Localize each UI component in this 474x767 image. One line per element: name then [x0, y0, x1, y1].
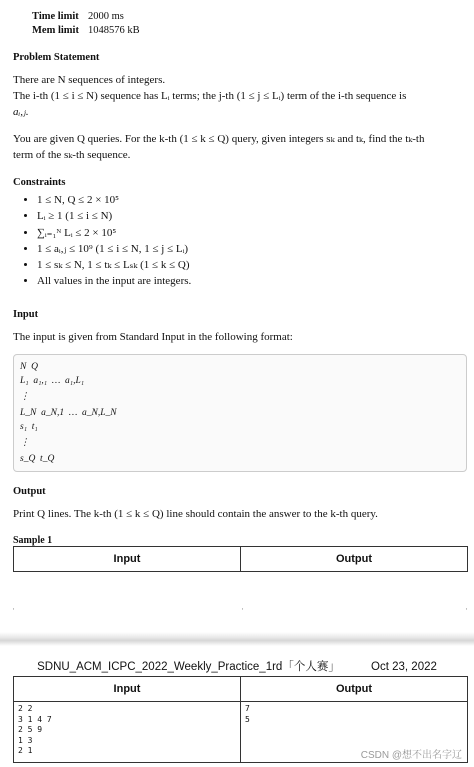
input-description: The input is given from Standard Input in the following format:: [13, 331, 293, 343]
format-line: ⋮: [20, 392, 30, 402]
sample-page: [0, 646, 474, 767]
contest-header: [0, 658, 474, 674]
statement-line: aᵢ,ⱼ.: [13, 106, 29, 118]
problem-statement-heading: Problem Statement: [13, 52, 100, 63]
statement-para-1: [13, 72, 465, 120]
mem-limit-label: Mem limit: [32, 25, 79, 36]
constraint-item: • 1 ≤ N, Q ≤ 2 × 10⁵: [37, 192, 457, 208]
time-limit-value: 2000 ms: [88, 11, 124, 22]
format-line: ⋮: [20, 438, 30, 448]
constraint-item: • All values in the input are integers.: [37, 273, 457, 289]
format-line: s_Q t_Q: [20, 454, 55, 464]
csdn-watermark: CSDN @想不出名字辽: [360, 750, 462, 761]
page-separator: [0, 632, 474, 646]
dot-mark: ·: [241, 604, 244, 614]
sample-input-text: 2 2 3 1 4 7 2 5 9 1 3 2 1: [18, 704, 52, 755]
limits-block: [32, 10, 140, 38]
sample-input-cell: [14, 702, 241, 763]
mem-limit-value: 1048576 kB: [88, 25, 140, 36]
sample-output-text: 7 5: [245, 704, 250, 724]
statement-line: term of the sₖ-th sequence.: [13, 149, 131, 161]
sample-input-header: Input: [14, 677, 241, 702]
sample-1-input-header: Input: [14, 547, 241, 572]
contest-date: Oct 23, 2022: [371, 661, 437, 673]
constraint-item: • 1 ≤ sₖ ≤ N, 1 ≤ tₖ ≤ Lₛₖ (1 ≤ k ≤ Q): [37, 257, 457, 273]
format-line: L_N a_N,1 … a_N,L_N: [20, 408, 117, 418]
dot-mark: ·: [465, 604, 468, 614]
statement-line: You are given Q queries. For the k-th (1 ≤ k ≤ Q) query, given integers sₖ and tₖ, find the tₖ-th: [13, 133, 425, 145]
output-description: Print Q lines. The k-th (1 ≤ k ≤ Q) line should contain the answer to the k-th query.: [13, 508, 378, 520]
sample-1-output-header: Output: [241, 547, 468, 572]
sample-1-heading: Sample 1: [13, 535, 53, 546]
sample-output-header: Output: [241, 677, 468, 702]
format-line: N Q: [20, 362, 38, 372]
statement-line: The i-th (1 ≤ i ≤ N) sequence has Lᵢ terms; the j-th (1 ≤ j ≤ Lᵢ) term of the i-th sequence is: [13, 90, 407, 102]
format-line: s₁ t₁: [20, 422, 38, 432]
constraint-item: • Lᵢ ≥ 1 (1 ≤ i ≤ N): [37, 208, 457, 224]
statement-para-2: [13, 131, 465, 163]
statement-line: There are N sequences of integers.: [13, 74, 166, 86]
format-line: L₁ a₁,₁ … a₁,L₁: [20, 376, 85, 386]
sample-1-table: [13, 546, 468, 572]
constraints-heading: Constraints: [13, 177, 66, 188]
time-limit-label: Time limit: [32, 11, 79, 22]
constraint-item: • ∑ᵢ₌₁ᴺ Lᵢ ≤ 2 × 10⁵: [37, 225, 457, 241]
contest-title: SDNU_ACM_ICPC_2022_Weekly_Practice_1rd「个人赛」: [37, 661, 340, 673]
constraint-item: • 1 ≤ aᵢ,ⱼ ≤ 10⁹ (1 ≤ i ≤ N, 1 ≤ j ≤ Lᵢ): [37, 241, 457, 257]
input-format-box: [13, 354, 467, 472]
constraints-list: [13, 192, 457, 290]
dot-mark: ·: [12, 604, 15, 614]
output-heading: Output: [13, 486, 46, 497]
input-heading: Input: [13, 309, 39, 320]
